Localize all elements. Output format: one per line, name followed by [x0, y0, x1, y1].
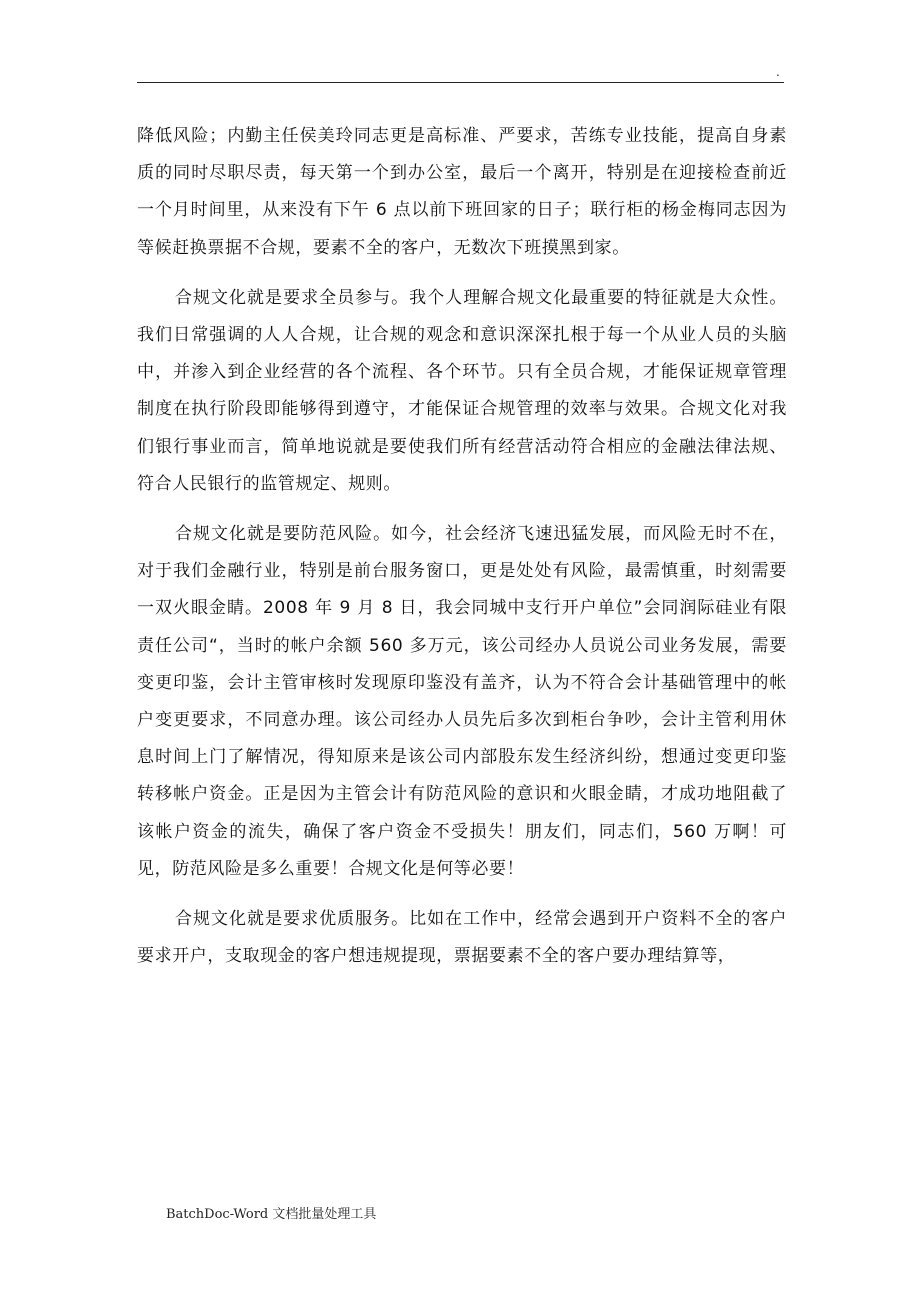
header-marker: .: [776, 65, 780, 79]
paragraph-2: 合规文化就是要求全员参与。我个人理解合规文化最重要的特征就是大众性。我们日常强调的人人合规，让合规的观念和意识深深扎根于每一个从业人员的头脑中，并渗入到企业经营的各个流程、各个环节。只有全员合规，才能保证规章管理制度在执行阶段即能够得到遵守，才能保证合规管理的效率与效果。合规文化对我们银行事业而言，简单地说就是要使我们所有经营活动符合相应的金融法律法规、符合人民银行的监管规定、规则。: [137, 287, 787, 494]
footer-caption: BatchDoc-Word 文档批量处理工具: [166, 1207, 377, 1222]
paragraph-3: 合规文化就是要防范风险。如今，社会经济飞速迅猛发展，而风险无时不在，对于我们金融行业，特别是前台服务窗口，更是处处有风险，最需慎重，时刻需要一双火眼金睛。2008 年 9 月 8 日，我会同城中支行开户单位”会同润际硅业有限责任公司“，当时的帐户余额 560 多万元，该公司经办人员说公司业务发展，需要变更印鉴，会计主管审核时发现原印鉴没有盖齐，认为不符合会计基础管理中的帐户变更要求，不同意办理。该公司经办人员先后多次到柜台争吵，会计主管利用休息时间上门了解情况，得知原来是该公司内部股东发生经济纠纷，想通过变更印鉴转移帐户资金。正是因为主管会计有防范风险的意识和火眼金睛，才成功地阻截了该帐户资金的流失，确保了客户资金不受损失！朋友们，同志们，560 万啊！可见，防范风险是多么重要！合规文化是何等必要！: [137, 524, 787, 879]
header-rule: [137, 82, 784, 83]
paragraph-1: 降低风险；内勤主任侯美玲同志更是高标准、严要求，苦练专业技能，提高自身素质的同时尽职尽责，每天第一个到办公室，最后一个离开，特别是在迎接检查前近一个月时间里，从来没有下午 6 点以前下班回家的日子；联行柜的杨金梅同志因为等候赶换票据不合规，要素不全的客户，无数次下班摸黑到家。: [137, 126, 787, 258]
document-body: [137, 118, 787, 988]
paragraph-4: 合规文化就是要求优质服务。比如在工作中，经常会遇到开户资料不全的客户要求开户，支取现金的客户想违规提现，票据要素不全的客户要办理结算等，: [137, 909, 787, 967]
